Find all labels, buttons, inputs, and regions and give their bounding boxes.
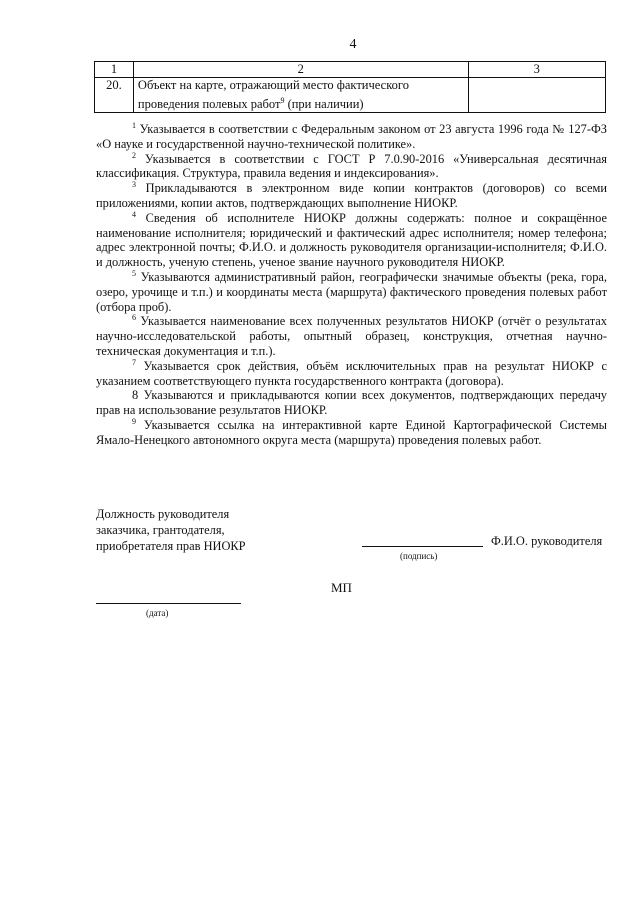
signatory-position	[96, 506, 246, 554]
footnote-text: Указывается срок действия, объём исключительных прав на результат НИОКР с указанием соответствующего пункта государственного контракта (договора).	[96, 358, 607, 388]
date-caption: (дата)	[146, 608, 169, 618]
fio-label: Ф.И.О. руководителя	[491, 534, 603, 548]
footnote-mark: 1	[132, 121, 136, 130]
row-number: 20.	[95, 78, 134, 113]
row-description-line2-b: (при наличии)	[284, 97, 364, 112]
signatory-position-line1: Должность руководителя	[96, 507, 230, 521]
footnote-text: Указывается в соответствии с ГОСТ Р 7.0.90-2016 «Универсальная десятичная классификация. Структура, правила ведения и индексирования».	[96, 151, 607, 181]
footnote-text: Указывается в соответствии с Федеральным законом от 23 августа 1996 года № 127-ФЗ «О науке и государственной научно-технической политике».	[96, 122, 607, 151]
footnote-6	[96, 314, 607, 358]
footnote-4	[96, 211, 607, 270]
footnote-2	[96, 152, 607, 182]
footnote-3	[96, 181, 607, 211]
row-value	[468, 78, 605, 113]
row-description	[133, 78, 468, 113]
page-number: 4	[349, 37, 357, 52]
footnote-text: 8 Указываются и прикладываются копии всех документов, подтверждающих передачу прав на использование результатов НИОКР.	[96, 388, 607, 418]
footnote-mark: 2	[132, 150, 136, 160]
row-description-line2-a: проведения полевых работ	[137, 97, 281, 112]
signatory-position-line2: заказчика, грантодателя,	[96, 523, 225, 537]
footnote-mark: 9	[132, 416, 136, 426]
footnote-text: Указываются административный район, географически значимые объекты (река, гора, озеро, урочище и т.п.) и координаты места (маршрута) фактического проведения полевых работ (отбора проб).	[96, 269, 607, 314]
footnote-8	[96, 388, 607, 418]
footnote-mark: 6	[132, 313, 136, 323]
signature-caption: (подпись)	[400, 551, 438, 561]
footnote-mark: 4	[132, 209, 136, 219]
footnote-mark: 3	[132, 180, 136, 190]
footnote-9	[96, 418, 607, 448]
footnote-1	[96, 122, 607, 152]
signatory-position-line3: приобретателя прав НИОКР	[96, 539, 246, 553]
footnote-ref-9: 9	[280, 96, 285, 105]
column-header-3: 3	[468, 62, 605, 78]
column-header-1: 1	[95, 62, 134, 78]
footnote-text: Указывается наименование всех полученных результатов НИОКР (отчёт о результатах научно-исследовательской работы, опытный образец, конструкция, отчетная научно-техническая документация и т.п.).	[96, 314, 607, 358]
table-row	[95, 78, 606, 113]
footnote-text: Указывается ссылка на интерактивной карте Единой Картографической Системы Ямало-Ненецкого автономного округа места (маршрута) проведения полевых работ.	[96, 417, 607, 447]
data-table	[94, 61, 606, 113]
footnote-mark: 7	[132, 357, 136, 367]
footnote-7	[96, 359, 607, 389]
row-description-line1: Объект на карте, отражающий место фактического	[137, 78, 409, 92]
date-line	[96, 603, 241, 604]
signature-line	[362, 546, 483, 547]
row-description-line2	[138, 93, 464, 112]
footnotes	[96, 122, 607, 448]
footnote-text: Прикладываются в электронном виде копии контрактов (договоров) со всеми приложениями, копии актов, подтверждающих выполнение НИОКР.	[96, 181, 607, 210]
stamp-label: МП	[331, 580, 352, 595]
table-header-row	[95, 62, 606, 78]
column-header-2: 2	[133, 62, 468, 78]
footnote-5	[96, 270, 607, 314]
footnote-mark: 5	[132, 268, 136, 278]
footnote-text: Сведения об исполнителе НИОКР должны содержать: полное и сокращённое наименование исполнителя; юридический и фактический адрес исполнителя; номер телефона; адрес электронной почты; Ф.И.О. и должность руководителя организации-исполнителя; Ф.И.О. и должность, ученую степень, ученое звание научного руководителя НИОКР.	[96, 210, 607, 270]
